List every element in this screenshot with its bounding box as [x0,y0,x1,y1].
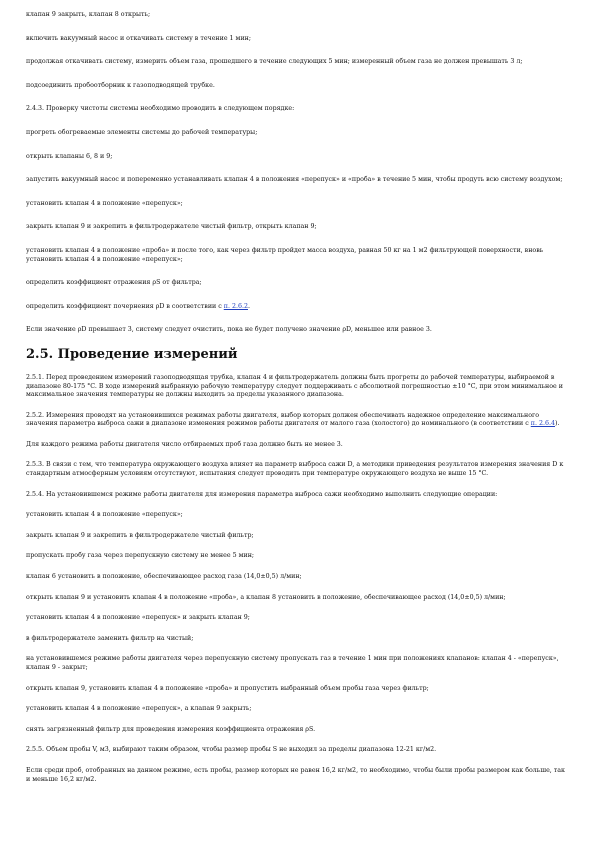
op-pass-gas-1-min: на установившемся режиме работы двигателя через перепускную систему пропускать газ в течение 1 мин при положениях клапанов: клапан 4 - «перепуск», клапан 9 - закрыт; [26,655,559,671]
op-pass-sample-filter: открыть клапан 9, установить клапан 4 в положение «проба» и пропустить выбранный объем пробы газа через фильтр; [26,684,429,692]
note-clean-system: Если значение ρD превышает 3, систему следует очистить, пока не будет получено значение ρD, меньшее или равное 3. [26,326,432,334]
step-open-valves: открыть клапаны 6, 8 и 9; [26,152,113,160]
op-remove-filter: снять загрязненный фильтр для проведения измерения коэффициента отражения ρS. [26,725,316,733]
step-close-valve-9: клапан 9 закрыть, клапан 8 открыть; [26,11,151,18]
sample-size-note: Если среди проб, отобранных на данном режиме, есть пробы, размер которых не равен 16,2 кг/м2, то необходимо, чтобы были пробы размером как больше, так и меньше 16,2 кг/м2. [26,766,565,783]
link-2-6-4[interactable]: п. 2.6.4 [530,420,555,428]
section-heading-2-5: 2.5. Проведение измерений [26,346,238,362]
op-pass-sample-bypass: пропускать пробу газа через перепускную систему не менее 5 мин; [26,552,255,560]
section-2-5-5: 2.5.5. Объем пробы V, м3, выбирают таким образом, чтобы размер пробы S не выходил за пределы диапазона 12-21 кг/м2. [26,746,437,754]
step-warm-up-elements: прогреть обогреваемые элементы системы до рабочей температуры; [26,128,258,136]
op-valve-4-bypass: установить клапан 4 в положение «перепуск»; [26,511,183,519]
step-measure-gas-volume: продолжая откачивать систему, измерить объем газа, прошедшего в течение следующих 5 мин; измеренный объем газа не должен превышать 3 л; [26,58,523,66]
op-bypass-close-9: установить клапан 4 в положение «перепуск» и закрыть клапан 9; [26,614,250,622]
op-replace-filter: в фильтродержателе заменить фильтр на чистый; [26,634,194,642]
section-2-5-2 [26,412,566,429]
step-blackening-coefficient [26,303,566,312]
step-purge-system: запустить вакуумный насос и попеременно устанавливать клапан 4 в положения «перепуск» и «проба» в течение 5 мин, чтобы продуть всю систему воздухом; [26,176,563,184]
step-reflection-coefficient: определить коэффициент отражения ρS от фильтра; [26,279,202,287]
document-page [26,11,566,784]
step-connect-sampler: подсоединить пробоотборник к газоподводящей трубке. [26,81,215,89]
section-2-5-3: 2.5.3. В связи с тем, что температура окружающего воздуха влияет на параметр выброса сажи D, а методики приведения результатов измерения значения D к стандартным атмосферным условиям отсутствуют, испытания следует проводить при температуре окружающего воздуха не выше 15 °C. [26,461,564,478]
step-install-clean-filter: закрыть клапан 9 и закрепить в фильтродержателе чистый фильтр, открыть клапан 9; [26,223,317,231]
op-set-valve-6: клапан 6 установить в положение, обеспечивающее расход газа (14,0±0,5) л/мин; [26,573,302,581]
section-2-5-1: 2.5.1. Перед проведением измерений газоподводящая трубка, клапан 4 и фильтродержатель должны быть прогреты до рабочей температуры, выбираемой в диапазоне 80-175 °C. В ходе измерений выбранную рабочую температуру следует поддерживать с абсолютной погрешностью ±10 °C, при этом минимальное и максимальное значения температуры не должны выходить за пределы указанного диапазона. [26,373,563,399]
section-2-5-2-end: ). [555,420,560,428]
section-2-4-3-intro: 2.4.3. Проверку чистоты системы необходимо проводить в следующем порядке: [26,105,295,113]
step-valve-4-bypass: установить клапан 4 в положение «перепуск»; [26,199,183,207]
op-open-valve-9: открыть клапан 9 и установить клапан 4 в положение «проба», а клапан 8 установить в положение, обеспечивающее расход (14,0±0,5) л/мин; [26,593,506,601]
step-start-vacuum-pump: включить вакуумный насос и откачивать систему в течение 1 мин; [26,34,251,42]
step-valve-4-sample: установить клапан 4 в положение «проба» и после того, как через фильтр пройдет масса воздуха, равная 50 кг на 1 м2 фильтрующей поверхности, вновь установить клапан 4 в положение «перепуск»; [26,246,544,263]
section-2-5-2-text: 2.5.2. Измерения проводят на установившихся режимах работы двигателя, выбор которых должен обеспечивать надежное определение максимального значения параметра выброса сажи в диапазоне изменения режимов работы двигателя от малого газа (холостого) до номинального (в соответствии с [26,411,540,428]
op-bypass-close-valve: установить клапан 4 в положение «перепуск», а клапан 9 закрыть; [26,705,252,713]
section-2-5-4-intro: 2.5.4. На установившемся режиме работы двигателя для измерения параметра выброса сажи необходимо выполнить следующие операции: [26,490,498,498]
blackening-text: определить коэффициент почернения ρD в соответствии с [26,302,224,310]
op-install-clean-filter: закрыть клапан 9 и закрепить в фильтродержателе чистый фильтр; [26,531,254,539]
samples-count-note: Для каждого режима работы двигателя число отбираемых проб газа должно быть не менее 3. [26,440,343,448]
blackening-end: . [247,302,250,310]
link-2-6-2[interactable]: п. 2.6.2 [223,302,248,310]
